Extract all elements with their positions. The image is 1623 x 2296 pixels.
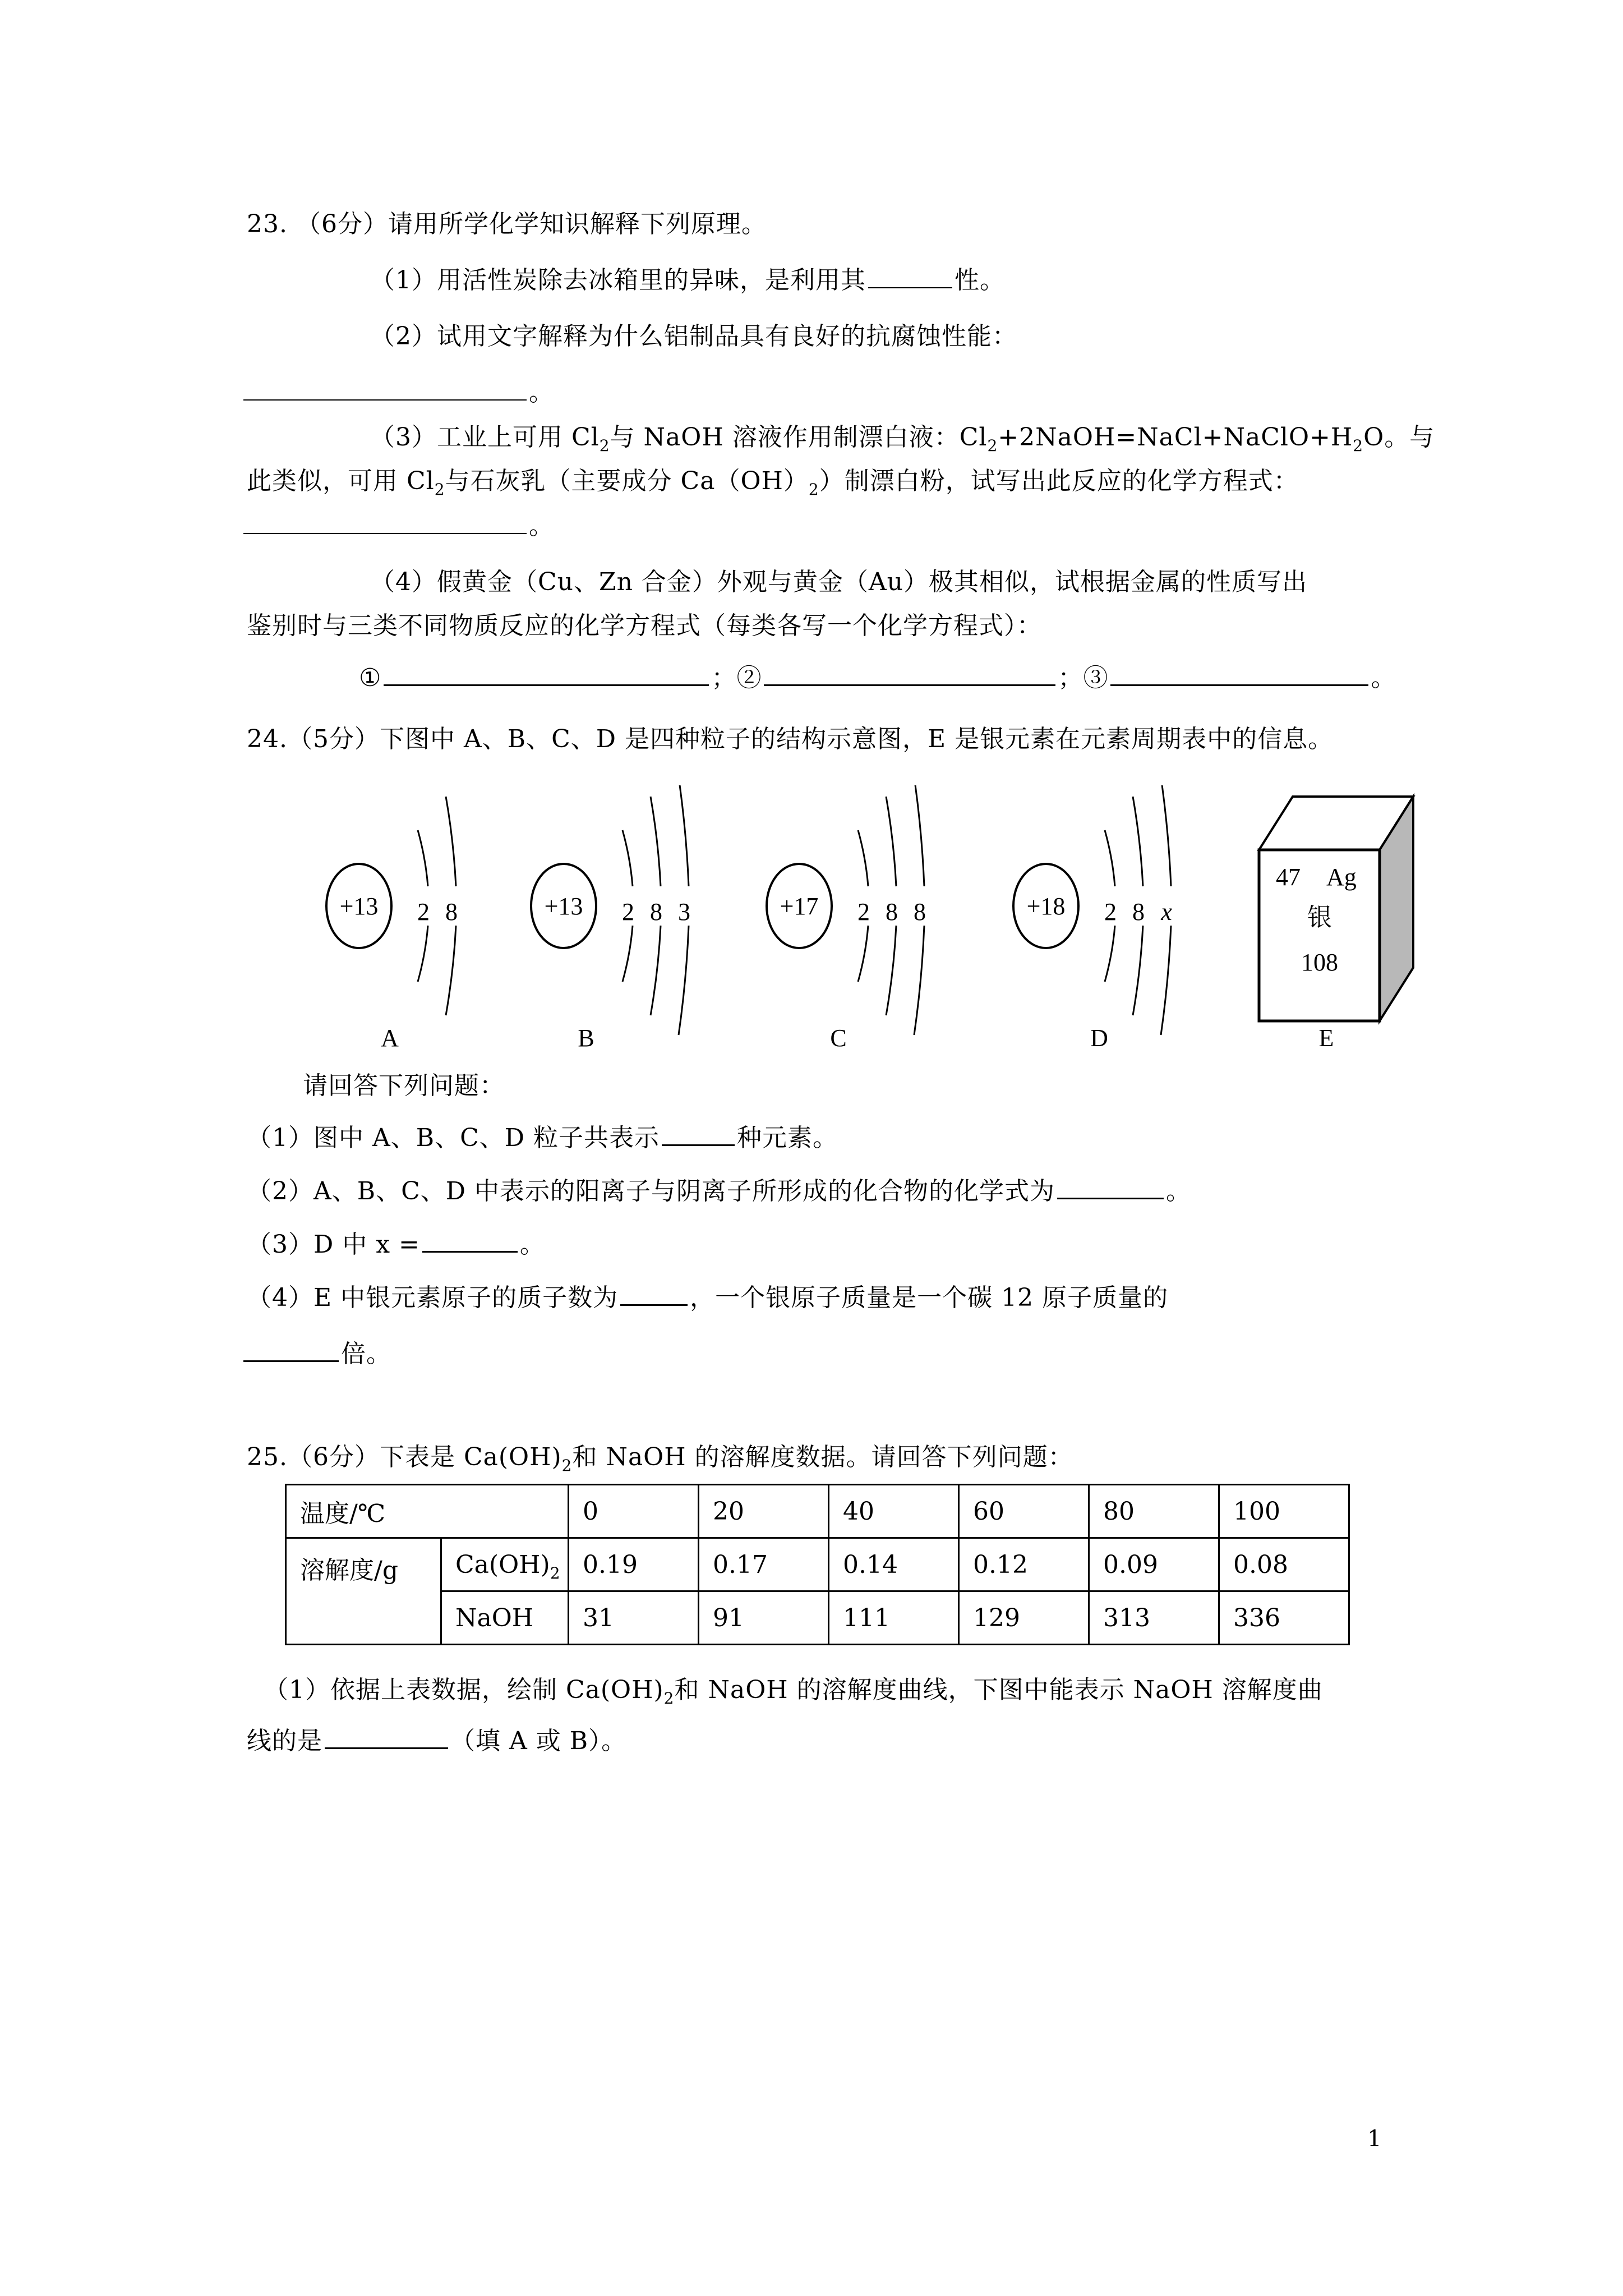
element-symbol: Ag (1326, 863, 1357, 891)
caoh2-label (441, 1538, 569, 1591)
q23-header: 23. （6分）请用所学化学知识解释下列原理。 (247, 210, 767, 238)
q24-sub4-line2 (241, 1338, 391, 1370)
shell-electrons: 8 (914, 898, 926, 926)
q24-sub1-blank[interactable] (662, 1122, 735, 1146)
subscript: 2 (663, 1688, 675, 1708)
shell-arc (679, 926, 689, 1035)
q23-p3-text-d: O。与 (1363, 423, 1435, 452)
naoh-cell: 111 (829, 1591, 959, 1645)
temp-cell: 40 (829, 1485, 959, 1538)
q24-sub1-suffix: 种元素。 (737, 1124, 838, 1152)
shell-arc (418, 926, 428, 982)
particle-c (767, 864, 926, 1052)
q23-part2-end: 。 (529, 378, 554, 407)
solubility-table (285, 1484, 1350, 1645)
q25-sub1-line2 (247, 1725, 626, 1757)
caoh2-cell: 0.19 (569, 1538, 699, 1591)
shell-arc (651, 926, 661, 1015)
q24-sub3-blank[interactable] (422, 1228, 518, 1253)
particle-label-c: C (830, 1024, 847, 1052)
q23-part3-line2 (247, 466, 1299, 497)
q23-part2: （2）试用文字解释为什么铝制品具有良好的抗腐蚀性能： (370, 322, 1017, 351)
q25-sub1-text-a: （1）依据上表数据，绘制 Ca(OH) (264, 1676, 664, 1704)
shell-arc (623, 926, 633, 982)
temp-cell: 0 (569, 1485, 699, 1538)
circled-2: ② (736, 664, 762, 692)
table-row-caoh2 (286, 1538, 1349, 1591)
caoh2-cell: 0.17 (699, 1538, 829, 1591)
q23-part4-line2: 鉴别时与三类不同物质反应的化学方程式（每类各写一个化学方程式）： (247, 611, 1042, 640)
shell-arc (623, 830, 633, 886)
q24-sub1-text: （1）图中 A、B、C、D 粒子共表示 (247, 1124, 660, 1152)
q24-prompt: 请回答下列问题： (303, 1071, 505, 1100)
shell-electrons: 8 (650, 898, 662, 926)
q24-sub4-text-2: ，一个银原子质量是一个碳 12 原子质量的 (690, 1283, 1169, 1312)
q24-sub4-blank-1[interactable] (620, 1282, 688, 1306)
particle-b (531, 864, 690, 1052)
shell-electrons: 2 (417, 898, 430, 926)
q25-header-b: 和 NaOH 的溶解度数据。请回答下列问题： (572, 1443, 1073, 1471)
q24-sub4-blank-2[interactable] (243, 1338, 339, 1362)
q23-part3-end: 。 (529, 512, 554, 540)
q23-part3-line1 (370, 422, 1435, 453)
q23-part1 (370, 265, 1005, 296)
shell-arc (651, 797, 661, 886)
q24-sub3 (247, 1228, 545, 1260)
q24-sub2-suffix: 。 (1166, 1177, 1192, 1205)
separator: ； (711, 664, 737, 692)
q23-p3-text-b: 与 NaOH 溶液作用制漂白液：Cl (610, 423, 988, 452)
q24-sub2-text: （2）A、B、C、D 中表示的阳离子与阴离子所形成的化合物的化学式为 (247, 1177, 1055, 1205)
q24-sub4 (247, 1282, 1168, 1314)
nucleus-charge: +13 (339, 892, 379, 920)
shell-electrons: 8 (886, 898, 898, 926)
table-row-naoh (286, 1591, 1349, 1645)
q23-p3-text-a: （3）工业上可用 Cl (370, 423, 600, 452)
shell-arc (886, 926, 896, 1015)
shell-electrons: 2 (1104, 898, 1117, 926)
q23-part3-blank[interactable] (243, 510, 527, 534)
shell-arc (1133, 926, 1143, 1015)
q24-sub2 (247, 1175, 1191, 1207)
q25-sub1-text-c: 线的是 (247, 1727, 322, 1755)
shell-arc (1105, 926, 1115, 982)
q25-header-a: 25.（6分）下表是 Ca(OH) (247, 1443, 562, 1471)
shell-electrons: 8 (445, 898, 458, 926)
particle-a (326, 864, 458, 1052)
naoh-label: NaOH (441, 1591, 569, 1645)
subscript: 2 (987, 436, 998, 455)
q24-sub2-blank[interactable] (1057, 1175, 1164, 1199)
q23-part3-answer (241, 510, 554, 542)
temp-header: 温度/℃ (286, 1485, 569, 1538)
q23-part4-line1: （4）假黄金（Cu、Zn 合金）外观与黄金（Au）极其相似，试根据金属的性质写出 (370, 568, 1308, 596)
q25-sub1-line1 (264, 1674, 1323, 1706)
q24-sub1 (247, 1122, 838, 1154)
particle-label-e: E (1318, 1024, 1334, 1052)
q24-sub4-suffix: 倍。 (341, 1340, 391, 1368)
naoh-cell: 313 (1089, 1591, 1219, 1645)
atomic-mass: 108 (1301, 949, 1338, 976)
particle-d (1013, 864, 1172, 1052)
q23-part4-blank-2[interactable] (764, 662, 1055, 686)
nucleus-charge: +17 (780, 892, 819, 920)
naoh-cell: 31 (569, 1591, 699, 1645)
q24-sub4-text: （4）E 中银元素原子的质子数为 (247, 1283, 619, 1312)
subscript: 2 (561, 1456, 573, 1475)
shell-electrons: 2 (622, 898, 634, 926)
q23-part4-answers (359, 662, 1396, 694)
particle-label-a: A (381, 1024, 399, 1052)
q24-header: 24.（5分）下图中 A、B、C、D 是四种粒子的结构示意图，E 是银元素在元素周期表中的信息。 (247, 725, 1334, 753)
naoh-cell: 91 (699, 1591, 829, 1645)
q25-header (247, 1442, 1073, 1473)
q23-part4-blank-1[interactable] (384, 662, 709, 686)
q23-part1-blank[interactable] (868, 265, 952, 288)
q25-sub1-blank[interactable] (325, 1725, 448, 1749)
q23-part2-answer (241, 377, 554, 408)
q25-sub1-suffix: （填 A 或 B）。 (450, 1727, 627, 1755)
shell-arc (1161, 785, 1171, 886)
q23-p3-text-c: +2NaOH=NaCl+NaClO+H (998, 423, 1353, 452)
temp-cell: 20 (699, 1485, 829, 1538)
shell-arc (886, 797, 896, 886)
shell-arc (1161, 926, 1171, 1035)
nucleus-charge: +13 (544, 892, 583, 920)
caoh2-cell: 0.12 (959, 1538, 1089, 1591)
q23-p3-text-e: 此类似，可用 Cl (247, 467, 435, 495)
q23-part1-suffix: 性。 (955, 266, 1005, 295)
subscript: 2 (599, 436, 610, 455)
shell-arc (418, 830, 428, 886)
naoh-cell: 336 (1219, 1591, 1349, 1645)
shell-arc (858, 926, 868, 982)
q23-p3-text-g: ）制漂白粉，试写出此反应的化学方程式： (819, 467, 1299, 495)
atomic-number: 47 (1276, 863, 1301, 891)
temp-cell: 80 (1089, 1485, 1219, 1538)
separator: ； (1058, 664, 1083, 692)
shell-electrons: 8 (1132, 898, 1145, 926)
shell-electrons: 3 (678, 898, 690, 926)
table-row-temperature (286, 1485, 1349, 1538)
circled-1: ① (359, 664, 382, 692)
solubility-header: 溶解度/g (286, 1538, 441, 1645)
q24-sub3-text: （3）D 中 x = (247, 1230, 420, 1259)
shell-arc (858, 830, 868, 886)
particle-label-b: B (578, 1024, 594, 1052)
q23-part4-blank-3[interactable] (1110, 662, 1368, 686)
subscript: 2 (808, 480, 819, 499)
subscript: 2 (1353, 436, 1364, 455)
temp-cell: 60 (959, 1485, 1089, 1538)
q24-sub3-suffix: 。 (519, 1230, 545, 1259)
circled-3: ③ (1083, 664, 1109, 692)
shell-arc (446, 797, 456, 886)
shell-arc (446, 926, 456, 1015)
naoh-cell: 129 (959, 1591, 1089, 1645)
subscript: 2 (434, 480, 445, 499)
nucleus-charge: +18 (1026, 892, 1066, 920)
page-number: 1 (1367, 2126, 1382, 2152)
particle-diagram (280, 785, 1458, 1055)
q23-part1-text: （1）用活性炭除去冰箱里的异味，是利用其 (370, 266, 866, 295)
particle-label-d: D (1090, 1024, 1108, 1052)
q25-sub1-text-b: 和 NaOH 的溶解度曲线，下图中能表示 NaOH 溶解度曲 (674, 1676, 1323, 1704)
q23-part4-end: 。 (1371, 664, 1396, 692)
shell-electrons: 2 (857, 898, 870, 926)
q23-part2-blank[interactable] (243, 377, 527, 401)
subscript: 2 (550, 1563, 560, 1582)
shell-arc (914, 785, 924, 886)
caoh2-cell: 0.09 (1089, 1538, 1219, 1591)
shell-arc (1105, 830, 1115, 886)
element-name: 银 (1307, 904, 1332, 931)
caoh2-text: Ca(OH) (455, 1550, 550, 1579)
shell-electrons: x (1161, 898, 1172, 926)
shell-arc (679, 785, 689, 886)
q23-p3-text-f: 与石灰乳（主要成分 Ca（OH） (445, 467, 809, 495)
caoh2-cell: 0.14 (829, 1538, 959, 1591)
element-card-ag (1259, 797, 1413, 1052)
caoh2-cell: 0.08 (1219, 1538, 1349, 1591)
temp-cell: 100 (1219, 1485, 1349, 1538)
shell-arc (1133, 797, 1143, 886)
shell-arc (914, 926, 924, 1035)
